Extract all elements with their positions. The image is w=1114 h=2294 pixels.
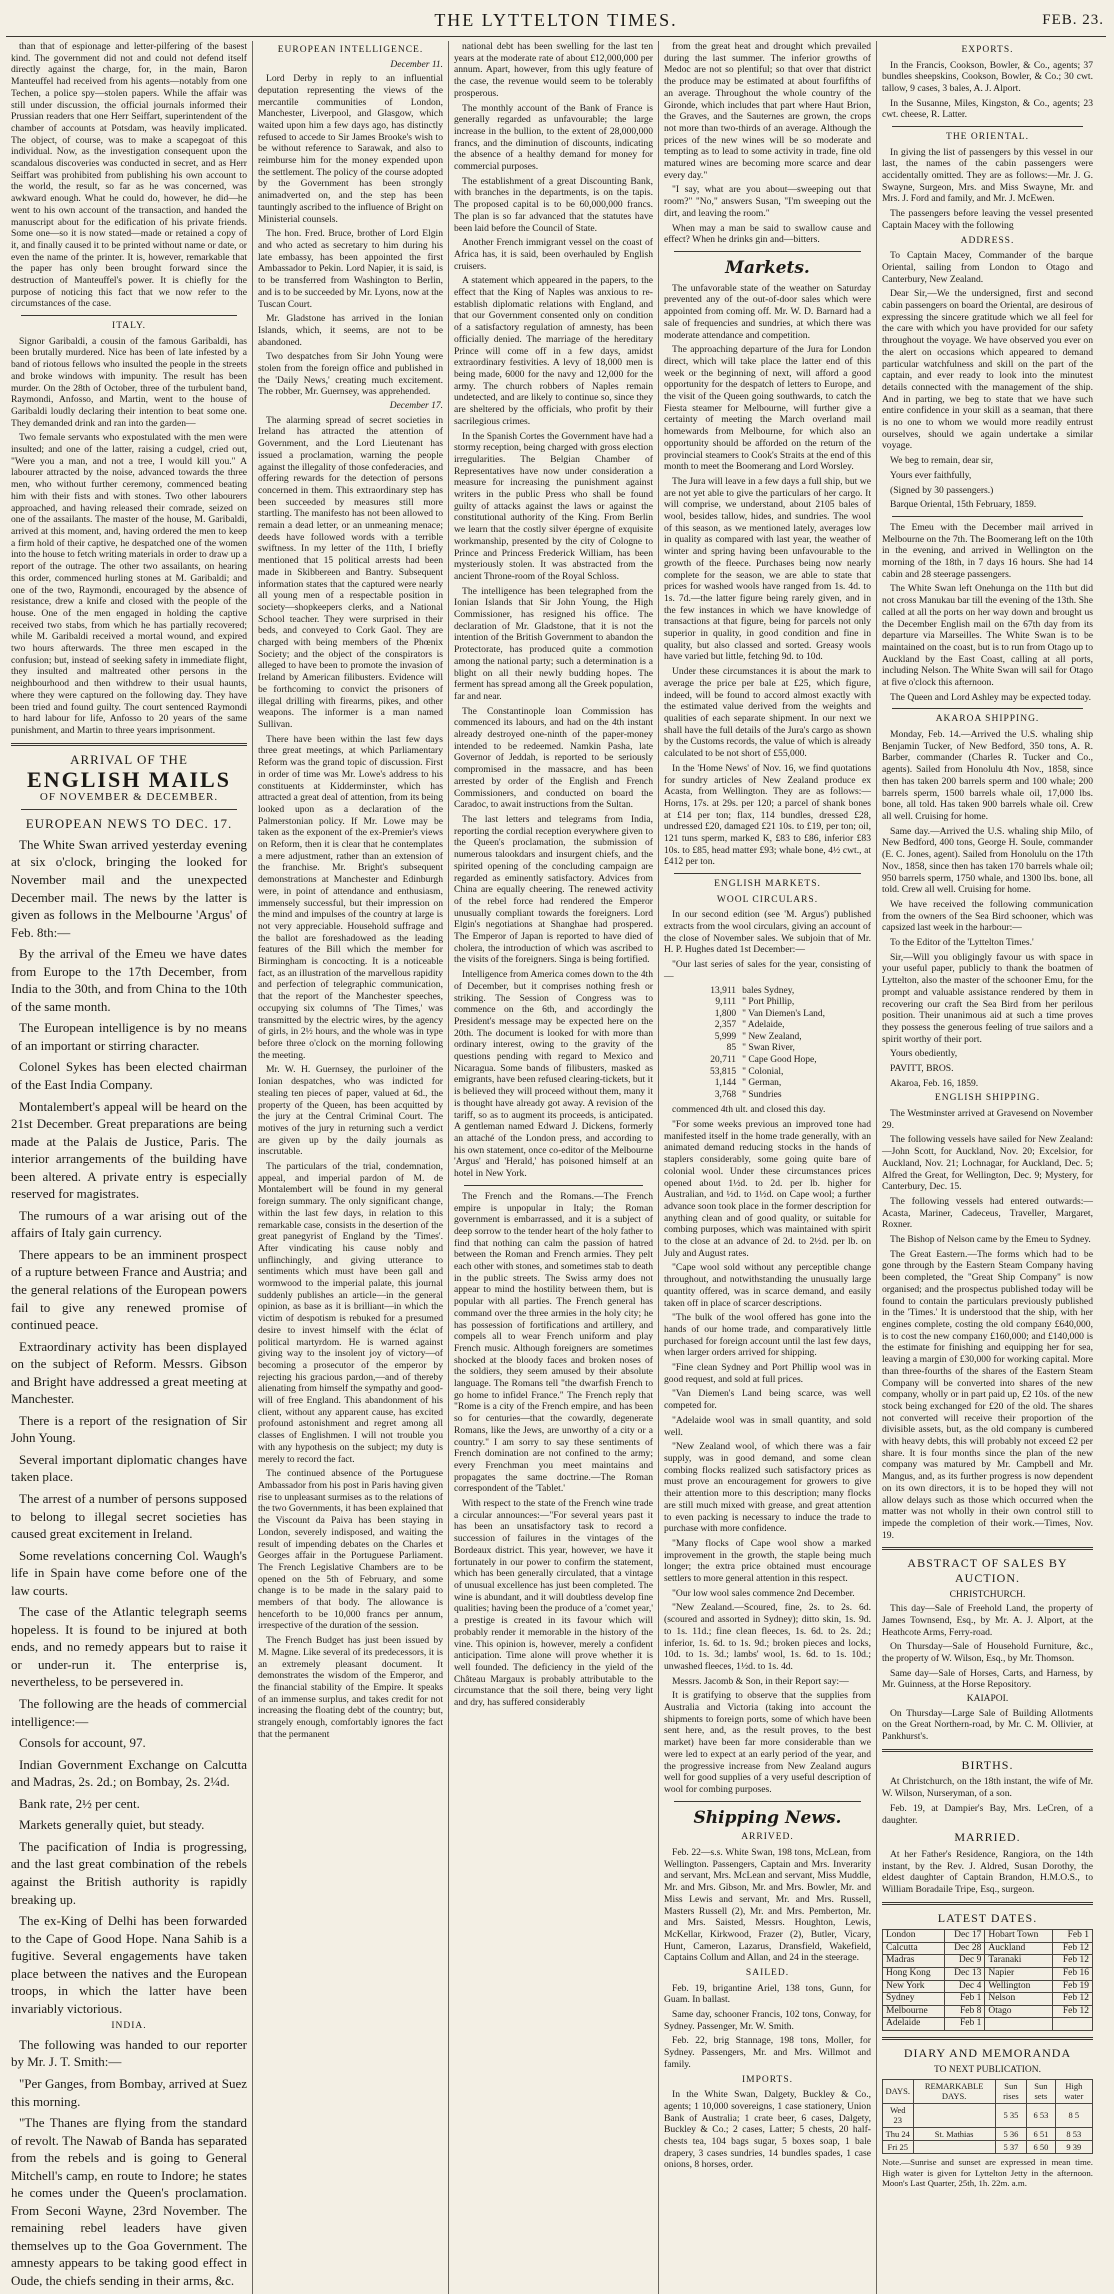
paragraph: To Captain Macey, Commander of the barque Oriental, sailing from London to Otago and Canterbury, New Zealand. xyxy=(882,250,1093,285)
diary-row xyxy=(883,2103,1093,2127)
wine-text: from the great heat and drought which prevailed during the last summer. The inferior growths of Medoc are not so plentiful; so that over that district the produce may be estimated at about fourfifths of an average. Throughout the whole country of the Gironde, which includes that part where Haut Brion, the Graves, and the Sauternes are grown, the crops not more than two-thirds of an average. Although the prices of the new wines will be so moderate and tempting as to lead to some activity in trade, fine old matured wines are becoming more scarce and dear every day." xyxy=(664,41,871,181)
paragraph: "The bulk of the wool offered has gone into the hands of our home trade, and comparatively little purchased for foreign account until the last few days, when larger orders arrived for shipping. xyxy=(664,1312,871,1359)
wool-row xyxy=(707,1032,828,1044)
paragraph: The hon. Fred. Bruce, brother of Lord Elgin and who acted as secretary to him during his late embassy, has been appointed the first Ambassador to Pekin. Lord Napier, it is said, is to be transferred from Washington to Berlin, and is to be succeeded by Mr. Lyons, now at the Tuscan Court. xyxy=(258,228,443,310)
paragraph: There appears to be an imminent prospect of a rupture between France and Austria; and the general relations of the European powers fail to give any renewed promise of continued peace. xyxy=(11,1246,247,1333)
wool-row xyxy=(707,1078,828,1090)
diary-row xyxy=(883,2127,1093,2140)
place-name xyxy=(985,2018,1053,2031)
latest-dates-row xyxy=(883,1980,1093,1993)
paragraph: In the 'Home News' of Nov. 16, we find quotations for sundry articles of New Zealand produce ex Acasta, from Wellington. They are as follows:—Horns, 17s. at 29s. per 120; a parcel of shank bones at £14 per ton; flax, 114 bundles, dressed £28, undressed £20, damaged £21 10s. to £19, per ton; oil, 121 tuns sperm, marked K, £83 to £86, inferior £83 10s. to £85, head matter £93; whale bone, 4½ cwt., at £412 per ton. xyxy=(664,762,871,868)
latest-dates-row xyxy=(883,1955,1093,1968)
column-3 xyxy=(449,41,659,2294)
wool-bales-count: 5,999 xyxy=(714,1031,737,1042)
paragraph: The last letters and telegrams from India, reporting the cordial reception everywhere given to the Queen's proclamation, the submission of numerous talookdars and insurgent chiefs, and the spirited opening of the concluding campaign are regarded as eminently satisfactory. Advices from China are equally cheering. The renewed activity of the rebel force had rendered the Emperor unusually compliant towards the foreigners. Lord Elgin's negotiations at Shanghae had prospered. The Emperor of Japan is reported to have died of cholera, the introduction of which was ascribed to the visits of the foreigners. Singa is being fortified. xyxy=(454,814,653,966)
diary-note: Note.—Sunrise and sunset are expressed in mean time. High water is given for Lyttelton Jetty in the afternoon. Moon's Last Quarter, 25th, 1h. 22m. a.m. xyxy=(882,2157,1093,2189)
place-name: Nelson xyxy=(985,1993,1053,2006)
wool-bales-count: 2,357 xyxy=(714,1020,737,1031)
date-value: Feb 1 xyxy=(944,1993,985,2006)
paragraph: Mr. W. H. Guernsey, the purloiner of the Ionian despatches, who was indicted for stealing ten pieces of paper, valued at 6d., the property of the Queen, has been acquitted by the jury at the Central Criminal Court. The motives of the jury in returning such a verdict are given up by the daily journals as inscrutable. xyxy=(258,1064,443,1158)
paragraph: Same day—Sale of Horses, Carts, and Harness, by Mr. Guinness, at the Horse Repository. xyxy=(882,1667,1093,1691)
latest-dates-row xyxy=(883,1942,1093,1955)
paragraph: Markets generally quiet, but steady. xyxy=(19,1817,205,1833)
wool-bales-count: 20,711 xyxy=(710,1054,737,1065)
place-name: London xyxy=(883,1930,945,1943)
divider xyxy=(882,1749,1093,1752)
wool-bales-count: 1,800 xyxy=(714,1008,737,1019)
emeu-text xyxy=(882,522,1093,704)
wool-bales-count: 1,144 xyxy=(714,1078,737,1089)
married-heading: MARRIED. xyxy=(954,1830,1021,1845)
paragraph: The continued absence of the Portuguese Ambassador from his post in Paris having given rise to unpleasant surmises as to the relations of the two Governments, it has been explained that the Viscount da Paiva has been staying in London, severely indisposed, and waiting the result of impending debates on the Charles et Georges affair in the Portuguese Parliament. The French Legislative Chambers are to be opened on the 5th of February, and some change is to be made in the salary paid to members of that body. The allowance is henceforth to be 10,000 francs per annum, irrespective of the duration of the session. xyxy=(258,1468,443,1632)
paragraph: "The Thanes are flying from the standard of revolt. The Nawab of Banda has separated from the rebels and is going to General Mitchell's camp, en route to Indore; he states he comes under the Queen's proclamation. From Seconi Wayne, 23rd November. The remaining rebel leaders have given themselves up to the Goa Government. The amnesty appears to be taking good effect in Oude, the chiefs sending in their arms, &c. xyxy=(11,2115,247,2289)
imports-heading: IMPORTS. xyxy=(742,2074,793,2085)
wool-origin: " Sundries xyxy=(742,1089,782,1100)
wool-origin: " Adelaide, xyxy=(742,1020,785,1031)
paragraph: (Signed by 30 passengers.) xyxy=(890,484,994,496)
wool-bales-count: 13,911 xyxy=(710,985,737,996)
french-romans-text xyxy=(454,1191,653,1709)
intelligence-text-a xyxy=(258,73,443,398)
paragraph: The ex-King of Delhi has been forwarded to the Cape of Good Hope. Nana Sahib is a fugitive. Several engagements have taken place between the natives and the European troops, in which the latter have been invariably victorious. xyxy=(11,1913,247,2016)
latest-dates-table xyxy=(882,1929,1093,2031)
sailed-text xyxy=(664,1983,871,2071)
paragraph: Monday, Feb. 14.—Arrived the U.S. whaling ship Benjamin Tucker, of New Bedford, 350 tons, A. R. Barber, commander (Charles R. Tucker and Co., agents). Sailed from Honolulu 4th Nov., 1858, since then has taken 200 barrels sperm and 100 whale; 200 barrels sperm, 1500 barrels whale oil, 17,000 lbs. bone, all told. Has taken 900 barrels whale oil. Crew all well. Cruising for home. xyxy=(882,729,1093,822)
paragraph: Feb. 19, brigantine Ariel, 138 tons, Gunn, for Guam. In ballast. xyxy=(664,1982,871,2006)
paragraph: The establishment of a great Discounting Bank, with branches in the departments, is on the tapis. The proposed capital is to be 60,000,000 francs. The plan is so far advanced that the statutes have been laid before the Council of State. xyxy=(454,175,653,234)
divider xyxy=(882,1547,1093,1550)
wool-bales-count: 53,815 xyxy=(709,1066,737,1077)
paragraph: Yours obediently, xyxy=(890,1048,958,1060)
diary-cell: St. Mathias xyxy=(913,2127,995,2140)
paragraph: Lord Derby in reply to an influential deputation representing the views of the mercantile communities of London, Manchester, Liverpool, and Glasgow, which waited upon him a few days ago, has distinctly refused to accede to Sir James Brooke's wish to be without reference to Sarawak, and also to reimburse him for the money expended upon the settlement. The policy of the course adopted by the Government has been strongly animadverted on, and the step has been tauntingly ascribed to the influence of Bright on Ministerial counsels. xyxy=(258,73,443,225)
wool-origin: " Port Phillip, xyxy=(742,997,795,1008)
latest-dates-row xyxy=(883,2018,1093,2031)
paragraph: It is gratifying to observe that the supplies from Australia and Victoria (taking into account the shipments to foreign ports, some of which have been sent here, and, as the result proves, to the best market) have been far more considerable than we were led to expect at an early period of the year, and the progressive increase from New Zealand augurs well for good supplies of a very useful description of wool for combing purposes. xyxy=(664,1690,871,1795)
births-heading: BIRTHS. xyxy=(961,1757,1014,1772)
divider xyxy=(21,809,237,810)
paragraph: The French and the Romans.—The French empire is unpopular in Italy; the Roman government is embarrassed, and it is a subject of deep sorrow to the tender heart of the holy father to find that nothing can calm the passion of hatred between the Roman and French armies. They pelt each other with stones, and sometimes stab to death in the public streets. The Swiss army does not appear to mind the hostility between them, but is popular with all parties. The French general has command over the three armies in the holy city; he has possession of fortifications and artillery, and compels all to wear French uniform and play French music. Although foreigners are sometimes shocked at the bloody faces and broken noses of the soldiers, they seem amused by their absolute language. The Romans tell "the dwarfish French to go home to infidel France." The French reply that "Rome is a city of the French empire, and has been so for centuries—that the cowardly, degenerate Romans, like the Jews, are unworthy of a city or a country." I am sorry to say these sentiments of French domination are not confined to the army; every Frenchman you meet maintains and propagates the same doctrine.—The Roman correspondent of the 'Tablet.' xyxy=(454,1190,653,1495)
paragraph: The White Swan left Onehunga on the 11th but did not cross Manukau bar till the evening of the 13th. She called at all the ports on her way down and brought us the December English mail on the 67th day from its departure via Marseilles. The White Swan is to be maintained on the coast, but is to run from Otago up to Auckland by the East Coast, calling at all ports, including Nelson. The White Swan will sail for Otago at five o'clock this afternoon. xyxy=(882,583,1093,689)
address-heading: ADDRESS. xyxy=(960,235,1015,246)
paragraph: The passengers before leaving the vessel presented Captain Macey with the following xyxy=(882,208,1093,231)
paragraph: The Constantinople loan Commission has commenced its labours, and had on the 4th instant already destroyed one-ninth of the paper-money intended to be redeemed. Namkin Pasha, late Governor of Jeddah, is reported to be seriously compromised in the massacre, and has been arrested by order of the English and French Commissioners, and conducted on board the Caradoc, to await instructions from the Sultan. xyxy=(454,705,653,811)
paragraph: There have been within the last few days three great meetings, at which Parliamentary Reform was the grand topic of discussion. First in order of time was Mr. Lowe's address to his constituents at Kidderminster, which has attracted a great deal of attention, from its being looked upon as a declaration of the Palmerstonian policy. If Mr. Lowe may be taken as the exponent of the ex-Premier's views on Reform, then it is clear that he contemplates a mere adjustment, rather than an extension of the franchise. Mr. Bright's subsequent demonstrations at Manchester and Edinburgh were, in point of attendance and enthusiasm, immensely successful, but their impression on the mind and impulses of the country at large is not very appreciable. Household suffrage and the ballot are foreshadowed as the leading features of the Bill which the member for Birmingham is concocting. It is a noticeable fact, as an illustration of the marvellous rapidity and perfection of telegraphic communication, that the report of the Manchester speeches, occupying six columns of 'The Times,' was transmitted by the electric wires, by the agency of girls, in 2½ hours, and the whole was in type before three o'clock on the morning following the meeting. xyxy=(258,733,443,1061)
diary-column-header: Sun sets xyxy=(1027,2080,1056,2104)
masthead xyxy=(6,6,1106,37)
date-value: Feb 8 xyxy=(944,2005,985,2018)
intro-text xyxy=(11,41,247,310)
paragraph: Mr. Gladstone has arrived in the Ionian Islands, which, it seems, are not to be abandoned. xyxy=(258,313,443,348)
paragraph: With respect to the state of the French wine trade a circular announces:—"For several years past it has been an unsatisfactory task to record a succession of failures in the vintages of the Bordeaux district. This year, however, we have it fortunately in our power to confirm the statement, which has been generally circulated, that a vintage of unusual excellence has just been completed. The wine is abundant, and it will doubtless develop fine qualities; having been the produce of a 'comet year,' a prestige is created in its favour which will probably render it memorable in the history of the vine. This opinion is, however, merely a confident anticipation. Time alone will prove whether it is well founded. The deficiency in the yield of the Château Margaux is probably attributable to the circumstance that the soil there, being very light and dry, has suffered considerably xyxy=(454,1498,653,1709)
place-name: Hong Kong xyxy=(883,1968,945,1981)
paragraph: "For some weeks previous an improved tone had manifested itself in the home trade generally, with an animated demand reducing stocks in the hands of staplers considerably, some going quite bare of colonial wool. Under these circumstances prices opened about 1½d. to 2d. per lb. higher for Australian, and ½d. to 1½d. on Cape wool; a further advance soon took place in the former description for anything clean and of good quality, or suitable for combing purposes, which was maintained with spirit to the close at an advance of 2d. to 2½d. per lb. on July and August rates. xyxy=(664,1119,871,1259)
akaroa-text xyxy=(882,729,1093,1089)
intelligence-continued xyxy=(454,41,653,1180)
arrived-text: Feb. 22—s.s. White Swan, 198 tons, McLean, from Wellington. Passengers, Captain and Mrs. Inverarity and servant, Mrs. McLean and servant, Miss Muddle, Mr. and Mrs. Gibson, Mr. and Mrs. Bowler, Mr. and Miss Lewis and servant, Mr. and Mrs. Russell, Masters Russell (2), Mr. and Mrs. Pemberton, Mr. and Mrs. Saisted, Messrs. Houghton, Lewis, McKellar, Kirkwood, Frazer (2), Butler, Vicary, Hunt, Cameron, Lazarus, Dransfield, Wakefield, Captains Collum and Allan, and 24 in the steerage. xyxy=(664,1846,871,1964)
wool-row xyxy=(707,1009,828,1021)
exports-heading: EXPORTS. xyxy=(961,45,1014,55)
divider xyxy=(11,743,247,746)
paragraph: The approaching departure of the Jura for London direct, which will take place the latter end of this week or the beginning of next, will afford a good opportunity for the despatch of letters to Europe, and the visit of the Queen going southwards, to catch the Fiesta steamer for Melbourne, will further give a certainty of meeting the March overland mail homewards from Melbourne, for which also an opportunity should be afforded on the return of the provincial steamers to Cook's Straits at the end of this month to meet the Boomerang and Lord Worsley. xyxy=(664,344,871,473)
paragraph: This day—Sale of Freehold Land, the property of James Townsend, Esq., by Mr. A. J. Alport, at the Heathcote Arms, Ferry-road. xyxy=(882,1603,1093,1638)
india-heading: INDIA. xyxy=(111,2021,147,2032)
english-shipping-heading: ENGLISH SHIPPING. xyxy=(934,1093,1041,1104)
paragraph: The Jura will leave in a few days a full ship, but we are not yet able to give the particulars of her cargo. It will comprise, we understand, about 2105 bales of wool, besides tallow, hides, and sundries. The wool of this season, as we mentioned lately, averages low in quality as compared with last year, the weather of winter and spring having been unfavourable to the growth of the fleece. Purchases being now nearly complete for the season, we are able to state that prices for washed wools have ranged from 1s. 4d. to 1s. 7d.—the latter figure being rarely given, and in the few instances in which we have knowledge of transactions at that figure, being for parcels not only superior in quality, in good condition and fine in quality, but also classed and sorted. Greasy wools have varied but little, fetching 9d. to 10d. xyxy=(664,475,871,663)
divider xyxy=(882,1902,1093,1905)
place-name: Calcutta xyxy=(883,1942,945,1955)
births-text xyxy=(882,1776,1093,1826)
english-shipping-text xyxy=(882,1108,1093,1541)
paragraph: Some revelations concerning Col. Waugh's life in Spain have come before one of the law courts. xyxy=(11,1547,247,1598)
divider xyxy=(882,2037,1093,2040)
diary-table xyxy=(882,2079,1093,2154)
intelligence-text-b xyxy=(258,415,443,1741)
place-name: Melbourne xyxy=(883,2005,945,2018)
paragraph: The arrest of a number of persons supposed to belong to illegal secret societies has caused great excitement in Ireland. xyxy=(11,1491,247,1542)
paragraph: Barque Oriental, 15th February, 1859. xyxy=(890,499,1037,511)
address-text xyxy=(882,250,1093,511)
paragraph: "Many flocks of Cape wool show a marked improvement in the growth, the staple being much longer; the extra price obtained must encourage settlers to more general attention in this respect. xyxy=(664,1537,871,1585)
paragraph: Yours ever faithfully, xyxy=(890,469,972,481)
sailed-heading: SAILED. xyxy=(745,1968,790,1979)
diary-cell xyxy=(913,2140,995,2153)
place-name: Adelaide xyxy=(883,2018,945,2031)
newspaper-title: THE LYTTELTON TIMES. xyxy=(434,10,678,30)
paragraph: Same day.—Arrived the U.S. whaling ship Milo, of New Bedford, 400 tons, George H. Soule, commander (E. C. Jones, agent). Sailed from Honolulu on the 17th Nov., 1858, since then has taken 170 barrels whale oil; 950 barrels sperm, 1750 whale, and 1300 lbs. bone, all told. Crew all well. Cruising for home. xyxy=(882,825,1093,896)
diary-cell: 6 51 xyxy=(1027,2127,1056,2140)
auction-heading: ABSTRACT OF SALES BY AUCTION. xyxy=(907,1556,1068,1585)
paragraph: The intelligence has been telegraphed from the Ionian Islands that Sir John Young, the High Commissioner, has resigned his office. The declaration of Mr. Gladstone, that it is not the intention of the British Government to abandon the Protectorate, has produced quite a commotion among the national party; such a determination is a blight on all their newly budding hopes. The ferment has spread among all the Greek population, far and near. xyxy=(454,585,653,702)
divider xyxy=(674,1801,861,1802)
paragraph: Bank rate, 2½ per cent. xyxy=(19,1795,140,1811)
kaiapoi-heading: KAIAPOI. xyxy=(966,1694,1009,1705)
paragraph: Several important diplomatic changes have taken place. xyxy=(11,1451,247,1485)
oriental-text xyxy=(882,147,1093,232)
paragraph: In the Francis, Cookson, Bowler, & Co., agents; 37 bundles sheepskins, Cookson, Bowler, & Co.; 30 cwt. tallow, 9 cases, 3 bales, A. J. Alport. xyxy=(882,59,1093,94)
auction-items xyxy=(882,1603,1093,1691)
paragraph: The Queen and Lord Ashley may be expected today. xyxy=(890,691,1092,703)
wool-bales-count: 3,768 xyxy=(714,1089,737,1100)
paragraph: than that of espionage and letter-pilfering of the basest kind. The government did not and could not defend itself directly against the charge, for, in the main, Baron Manteuffel had received from his agents—notably from one Techen, a police spy—stolen papers. While the affair was still under discussion, the official journals informed their Prussian readers that one Herr Seiffart, superintendent of the chamber of accounts at Potsdam, was heavily implicated. The object, of course, was to make a scapegoat of this individual. Now, as the investigation consequent upon the scandalous discoveries was conducted in secret, and as Herr Seiffart was prohibited from publishing his own account to the world, the result, so far as he was concerned, was awkward enough. What he could do, however, he did—he went to his own account of the transaction, and handed the manuscript about for the edification of his private friends. Some one—so it is now stated—made or retained a copy of it, and finally caused it to be printed without name or date, or even the name of the printer. It is, however, remarkable that the paper has only been brought forward since the destruction of Manteuffel's power. It is chiefly for the purpose of noticing this fact that we now refer to the circumstances of the case. xyxy=(11,41,247,310)
date-value: Feb 16 xyxy=(1053,1968,1093,1981)
paragraph: The monthly account of the Bank of France is generally regarded as unfavourable; the large increase in the bullion, to the extent of 28,000,000 francs, and the diminution of discounts, indicating the absence of a healthy demand for money for commercial purposes. xyxy=(454,102,653,173)
paragraph: The Bishop of Nelson came by the Emeu to Sydney. xyxy=(890,1234,1091,1246)
paragraph: "Van Diemen's Land being scarce, was well competed for. xyxy=(664,1388,871,1412)
divider xyxy=(892,516,1083,517)
column-5 xyxy=(877,41,1098,2294)
wool-row xyxy=(707,997,828,1009)
india-text xyxy=(11,2036,247,2290)
divider xyxy=(21,315,237,316)
paragraph: Signor Garibaldi, a cousin of the famous Garibaldi, has been brutally murdered. Nice has been of late infested by a band of riotous fellows who insulted the people in the streets and broke windows with impunity. The result has been murder. On the 28th of October, three of the turbulent band, Raymondi, Anfosso, and Martin, went to the house of Garibaldi loudly declaring their intention to beat some one. They demanded drink and ran into the garden— xyxy=(11,335,247,429)
paragraph: Two despatches from Sir John Young were stolen from the foreign office and published in the 'Daily News,' creating much excitement. The robber, Mr. Guernsey, was apprehended. xyxy=(258,351,443,398)
akaroa-shipping-heading: AKAROA SHIPPING. xyxy=(935,714,1040,725)
diary-cell: 8 53 xyxy=(1055,2127,1092,2140)
wool-origin: " Colonial, xyxy=(742,1066,784,1077)
european-intelligence-heading: EUROPEAN INTELLIGENCE. xyxy=(277,45,424,55)
imports-text: In the White Swan, Dalgety, Buckley & Co., agents; 1 10,000 sovereigns, 1 case stationery, Union Bank of Australia; 1 crate beer, 6 cases, Dalgety, Buckley & Co.; 2 cases, Latter; 5 chests, 20 half-chests tea, 104 bags sugar, 5 boxes soap, 1 bale drapery, 3 cases sundries, 14 bundles spades, 1 case onions, 8 horses, order. xyxy=(664,2089,871,2171)
diary-cell: 9 39 xyxy=(1055,2140,1092,2153)
shipping-news-heading: Shipping News. xyxy=(693,1807,842,1828)
issue-date: FEB. 23. xyxy=(1042,12,1104,28)
paragraph: A statement which appeared in the papers, to the effect that the King of Naples was anxious to re-establish diplomatic relations with England, and that our Government consented only on condition of a satisfactory regulation of amnesty, has been officially denied. The marriage of the hereditary Prince will come off in a few days, amidst extraordinary festivities. A levy of 18,000 men is being made, 6000 for the navy and 12,000 for the army. The church robbers of Naples remain undetected, and are likely to continue so, since they are sheltered by the officials, who profit by their sacrilegious crimes. xyxy=(454,275,653,427)
paragraph: There is a report of the resignation of Sir John Young. xyxy=(11,1412,247,1446)
paragraph: Sir,—Will you obligingly favour us with space in your useful paper, publicly to thank the boatmen of Lyttelton, also the master of the schooner Emu, for the prompt and valuable assistance rendered by them in recovering our craft the Sea Bird from her perilous position. Their unanimous aid at such a time proves they possess the generous feeling of true sailors and a spirit worthy of their port. xyxy=(882,951,1093,1045)
place-name: Otago xyxy=(985,2005,1053,2018)
wool-intro-2: "Our last series of sales for the year, consisting of— xyxy=(664,959,871,982)
date-value: Feb 12 xyxy=(1053,1942,1093,1955)
paragraph: "Per Ganges, from Bombay, arrived at Suez this morning. xyxy=(11,2076,247,2109)
paragraph: On Thursday—Sale of Household Furniture, &c., the property of W. Wilson, Esq., by Mr. Thomson. xyxy=(882,1641,1093,1664)
paragraph: The Westminster arrived at Gravesend on November 29. xyxy=(882,1108,1093,1131)
diary-cell: Wed 23 xyxy=(883,2103,914,2127)
paragraph: The particulars of the trial, condemnation, appeal, and imperial pardon of M. de Montalembert will be found in my general foreign summary. The only significant change, within the last few days, in relation to this remarkable case, consists in the desertion of the great panegyrist of England by the 'Times'. After vindicating his cause nobly and unflinchingly, and giving utterance to sentiments which must have been gall and wormwood to the imperial palate, this journal suddenly publishes an article—in the general opinion, as base as it is brilliant—in which the victim of despotism is rebuked for a presumed desire to invest himself with the éclat of political martyrdom. He is warned against giving way to the insolent joy of victory—of becoming a prosecutor of the emperor by rejecting his gracious pardon,—and of thereby alienating from himself the sympathy and good-will of free England. This abandonment of his client, without any apparent cause, has excited profound astonishment and regret among all classes of Englishmen. I will not trouble you with any hypothesis on the subject; my duty is merely to record the fact. xyxy=(258,1161,443,1465)
date-value: Dec 4 xyxy=(944,1980,985,1993)
paragraph: Same day, schooner Francis, 102 tons, Conway, for Sydney. Passenger, Mr. W. Smith. xyxy=(664,2009,871,2032)
wool-origin: " New Zealand, xyxy=(742,1031,802,1042)
columns xyxy=(6,41,1106,2289)
paragraph: Intelligence from America comes down to the 4th of December, but it comprises nothing fresh or striking. The Session of Congress was to commence on the 6th, and accordingly the President's message may be expected here on the 20th. The document is looked for with more than ordinary interest, owing to the gravity of the questions pending with regard to Mexico and Nicaragua. Some bands of filibusters, masked as emigrants, have been refused clearing-tickets, but it is believed they will proceed without them, many it is thought have already got away. A revision of the tariff, so as to augment its proceeds, is anticipated. A gentleman named Edward J. Dickens, formerly an attaché of the London press, and according to his own statement, once co-editor of the Melbourne 'Argus' and 'Herald,' has poisoned himself at an hotel in New York. xyxy=(454,969,653,1180)
markets-text xyxy=(664,283,871,868)
arrival-line3: OF NOVEMBER & DECEMBER. xyxy=(39,790,219,803)
date-value: Feb 12 xyxy=(1053,1955,1093,1968)
diary-cell: 5 37 xyxy=(995,2140,1026,2153)
paragraph: Messrs. Jacomb & Son, in their Report say:— xyxy=(672,1675,849,1687)
column-1 xyxy=(6,41,253,2294)
diary-cell: 5 36 xyxy=(995,2127,1026,2140)
paragraph: The following are the heads of commercial intelligence:— xyxy=(11,1696,247,1729)
paragraph: The case of the Atlantic telegraph seems hopeless. It is found to be injured at both ends, and no remedy appears but to raise it or under-run it. The enterprise is, nevertheless, to be persevered in. xyxy=(11,1604,247,1690)
wool-bales-table xyxy=(664,986,871,1102)
paragraph: The unfavorable state of the weather on Saturday prevented any of the out-of-door sales which were appointed from coming off. Mr. W. D. Barnard had a sale of frequencies and sundries, at which there was moderate attendance and competition. xyxy=(664,282,871,341)
wool-row xyxy=(707,1020,828,1032)
latest-dates-row xyxy=(883,1968,1093,1981)
diary-cell: 5 35 xyxy=(995,2103,1026,2127)
date-value: Feb 19 xyxy=(1053,1980,1093,1993)
place-name: Taranaki xyxy=(985,1955,1053,1968)
latest-dates-row xyxy=(883,1930,1093,1943)
wool-report-text xyxy=(664,1119,871,1796)
divider xyxy=(674,873,861,874)
arrived-heading: ARRIVED. xyxy=(741,1832,794,1843)
place-name: Auckland xyxy=(985,1942,1053,1955)
place-name: Sydney xyxy=(883,1993,945,2006)
diary-column-header: High water xyxy=(1055,2080,1092,2104)
paragraph: "New Zealand wool, of which there was a fair supply, was in good demand, and some clean combing flocks realized such satisfactory prices as must prove an encouragement for growers to give their attention more to this description; many flocks are still much mixed with grease, and great attention to even packing is necessary to induce the trade to purchase with more confidence. xyxy=(664,1441,871,1535)
paragraph: "Cape wool sold without any perceptible change throughout, and notwithstanding the unusually large quantity offered, was in scarce demand, and easily taken off in place of scarcer descriptions. xyxy=(664,1262,871,1309)
paragraph: Akaroa, Feb. 16, 1859. xyxy=(890,1077,979,1089)
paragraph: The Great Eastern.—The forms which had to be gone through by the Eastern Steam Company having been completed, the "Great Ship Company" is now organised; and the prospectus published today will be found to contain the particulars previously published in the 'Times.' It is understood that the ship, with her engines complete, costing the old company £640,000, is to cost the new company £160,000; and £140,000 is the estimate for finishing and equipping her for sea, leaving a margin of £30,000 for working capital. More than three-fourths of the shares of the Eastern Steam Company will be converted into shares of the new company, wholly or in part paid up, £2 10s. of the new stock being exchanged for £20 of the old. The shares not converted will receive their proportion of the divisible assets, but, as the old company is cumbered with heavy debts, this will probably not exceed £2 per share. It is four months since the plan of the new company was matured by Mr. Campbell and Mr. Mangus, and, as its further progress is now dependent on its own directors, it is to be hoped they will not allow delays such as those which occurred when the matter was not wholly in their own control still to impede the completion of their work.—Times, Nov. 19. xyxy=(882,1248,1093,1541)
divider xyxy=(464,1185,643,1186)
paragraph: "Fine clean Sydney and Port Phillip wool was in good request, and sold at full prices. xyxy=(664,1362,871,1385)
date-value: Feb 12 xyxy=(1053,1993,1093,2006)
divider xyxy=(892,708,1083,709)
column-4 xyxy=(659,41,877,2294)
paragraph: Consols for account, 97. xyxy=(19,1735,146,1751)
date-value: Feb 12 xyxy=(1053,2005,1093,2018)
paragraph: By the arrival of the Emeu we have dates from Europe to the 17th December, from India to the 30th, and from China to the 10th of the same month. xyxy=(11,946,247,1014)
date-value: Dec 28 xyxy=(944,1942,985,1955)
mail-arrival-heading xyxy=(11,752,247,832)
dateline: December 11. xyxy=(390,59,443,70)
place-name: Hobart Town xyxy=(985,1930,1053,1943)
place-name: Wellington xyxy=(985,1980,1053,1993)
wool-origin: " Van Diemen's Land, xyxy=(742,1008,826,1019)
diary-column-header: Sun rises xyxy=(995,2080,1026,2104)
paragraph: Dear Sir,—We the undersigned, first and second cabin passengers on board the Oriental, are desirous of expressing the sincere gratitude which we all feel for the care with which you have provided for our safety throughout the voyage. We have observed you ever on the alert on occasions which appeared to demand particular watchfulness and skill on the part of the captain, and ever ready to look into the minutest details connected with the management of the ship. And in parting, we beg to state that we have such entire confidence in your skill as a seaman, that there is no one to whom we would more readily entrust ourselves, should we again undertake a similar voyage. xyxy=(882,288,1093,452)
paragraph: Montalembert's appeal will be heard on the 21st December. Great preparations are being made at the Palais de Justice, Paris. The interior arrangements of the building have been altered. A private entry is especially reserved for magistrates. xyxy=(11,1098,247,1202)
diary-cell: Fri 25 xyxy=(883,2140,914,2153)
place-name: New York xyxy=(883,1980,945,1993)
wool-circulars-heading: WOOL CIRCULARS. xyxy=(716,894,819,905)
kaiapoi-text: On Thursday—Large Sale of Building Allotments on the Great Northern-road, by Mr. C. M. Ollivier, at Pankhurst's. xyxy=(882,1707,1093,1743)
paragraph: When may a man be said to swallow cause and effect? When he drinks gin and—bitters. xyxy=(664,222,871,246)
diary-cell: 8 5 xyxy=(1055,2103,1092,2127)
diary-row xyxy=(883,2140,1093,2153)
paragraph: "New Zealand.—Scoured, fine, 2s. to 2s. 6d. (scoured and assorted in Sydney); ditto skin, 1s. 9d. to 1s. 11d.; fine clean fleeces, 1s. 6d. to 2s. 2d.; inferior, 1s. 6d. to 1s. 9d.; broken pieces and locks, 10d. to 1s. 3d.; lambs' wool, 1s. 6d. to 1s. 10d.; unwashed fleeces, 1½d. to 1s. 4d. xyxy=(664,1602,871,1672)
married-text: At her Father's Residence, Rangiora, on the 14th instant, by the Rev. J. Aldred, Susan Dorothy, the eldest daughter of Captain Brandon, H.M.O.S., to William Boradaile Tripe, Esq., surgeon. xyxy=(882,1848,1093,1895)
place-name: Madras xyxy=(883,1955,945,1968)
arrival-line1: ARRIVAL OF THE xyxy=(70,751,188,767)
date-value: Feb 1 xyxy=(1053,1930,1093,1943)
divider xyxy=(674,251,861,252)
wool-bales-count: 85 xyxy=(726,1043,737,1054)
wool-row xyxy=(707,1090,828,1102)
paragraph: Under these circumstances it is about the mark to average the price per bale at £25, which figure, indeed, will be found to accord almost exactly with the estimated value derived from the weights and qualities of each separate shipment. In our next we shall have the full details of the Jura's cargo as shown by the Customs records, the value of which is already calculated to be not short of £55,000. xyxy=(664,666,871,760)
diary-column-header: REMARKABLE DAYS. xyxy=(913,2080,995,2104)
paragraph: The rumours of a war arising out of the affairs of Italy gain currency. xyxy=(11,1207,247,1241)
wool-intro: In our second edition (see 'M. Argus') published extracts from the wool circulars, giving an account of the close of November sales. We subjoin that of Mr. H. P. Hughes dated 1st December:— xyxy=(664,909,871,956)
paragraph: Feb. 22, brig Stannage, 198 tons, Moller, for Sydney. Passengers, Mr. and Mrs. Willmot and family. xyxy=(664,2035,871,2070)
arrival-line2: ENGLISH MAILS xyxy=(27,766,231,792)
date-value xyxy=(1053,2018,1093,2031)
paragraph: Another French immigrant vessel on the coast of Africa has, it is said, been overhauled by English cruisers. xyxy=(454,237,653,272)
wool-row xyxy=(707,986,828,998)
paragraph: The following was handed to our reporter by Mr. J. T. Smith:— xyxy=(11,2036,247,2070)
paragraph: national debt has been swelling for the last ten years at the moderate rate of about £12,000,000 per annum. Apart, however, from this ugly feature of the case, the revenue would seem to be tolerably prosperous. xyxy=(454,41,653,99)
paragraph: "Adelaide wool was in small quantity, and sold well. xyxy=(664,1414,871,1438)
latest-dates-row xyxy=(883,2005,1093,2018)
paragraph: In the Susanne, Miles, Kingston, & Co., agents; 23 cwt. cheese, R. Latter. xyxy=(882,97,1093,121)
wool-row xyxy=(707,1067,828,1079)
paragraph: The French Budget has just been issued by M. Magne. Like several of its predecessors, it is an extremely pleasant document. It demonstrates the wisdom of the Emperor, and the financial stability of the Empire. It speaks of an immense surplus, and takes credit for not increasing the floating debt of the country; but, strangely enough, comfortably ignores the fact that the permanent xyxy=(258,1635,443,1740)
paragraph: The Emeu with the December mail arrived in Melbourne on the 7th. The Boomerang left on the 10th in the evening, and arrived in Wellington on the morning of the 18th, in 7 days 16 hours. She had 14 cabin and 28 steerage passengers. xyxy=(882,521,1093,580)
diary-cell xyxy=(913,2103,995,2127)
place-name: Napier xyxy=(985,1968,1053,1981)
column-2 xyxy=(253,41,449,2294)
paragraph: The following vessels had entered outwards:—Acasta, Mariner, Cadeceus, Traveller, Margaret, Roxner. xyxy=(882,1195,1093,1231)
italy-text xyxy=(11,336,247,737)
date-value: Dec 17 xyxy=(944,1930,985,1943)
paragraph: Indian Government Exchange on Calcutta and Madras, 2s. 2d.; on Bombay, 2s. 2¼d. xyxy=(11,1756,247,1790)
wool-origin: " German, xyxy=(742,1078,782,1089)
markets-heading: Markets. xyxy=(725,257,810,278)
paragraph: The European intelligence is by no means of an important or stirring character. xyxy=(11,1020,247,1053)
paragraph: The alarming spread of secret societies in Ireland has attracted the attention of Government, and the Lord Lieutenant has issued a proclamation, warning the people against the illegality of those confederacies, and offering rewards for the detection of persons concerned in them. This extraordinary step has been succeeded by measures still more startling. The manifesto has not been allowed to remain a dead letter, or an unmeaning menace; deeds have followed words with a terrible swiftness. In my letter of the 11th, I briefly mentioned that 15 political arrests had been made in Skibbereen and Bantry. Subsequent information states that the captured were nearly all young men of a respectable position in society—shopkeepers clerks, and a National School teacher. They were surprised in their beds, and conveyed to Cork Gaol. They are charged with being members of the Phœnix Society; and the object of the conspirators is alleged to have been to promote the invasion of Ireland by American filibusters. Evidence will be forthcoming to convict the prisoners of illegal drilling with firearms, pikes, and other weapons. The informer is a man named Sullivan. xyxy=(258,414,443,730)
arrival-line4: EUROPEAN NEWS TO DEC. 17. xyxy=(25,816,233,832)
wool-origin: " Swan River, xyxy=(742,1043,795,1054)
european-news-text xyxy=(11,836,247,2017)
paragraph: At Christchurch, on the 18th instant, the wife of Mr. W. Wilson, Nurseryman, of a son. xyxy=(882,1776,1093,1800)
oriental-heading: THE ORIENTAL. xyxy=(946,132,1029,143)
paragraph: In giving the list of passengers by this vessel in our last, the names of the cabin passengers were accidentally omitted. They are as follows:—Mr. J. G. Swayne, Surgeon, Mrs. and Miss Swayne, Mr. and Mrs. J. Ford and family, and Mr. J. McEwen. xyxy=(882,146,1093,205)
paragraph: "I say, what are you about—sweeping out that room?" "No," answers Susan, "I'm sweeping out the dirt, and leaving the room." xyxy=(664,184,871,219)
jokes xyxy=(664,184,871,246)
paragraph: The White Swan arrived yesterday evening at six o'clock, bringing the looked for November mail and the unexpected December mail. The news by the latter is given as follows in the Melbourne 'Argus' of Feb. 8th:— xyxy=(11,836,247,940)
latest-dates-row xyxy=(883,1993,1093,2006)
diary-cell: Thu 24 xyxy=(883,2127,914,2140)
christchurch-heading: CHRISTCHURCH. xyxy=(949,1589,1026,1600)
english-markets-heading: ENGLISH MARKETS. xyxy=(714,879,821,890)
wool-bales-count: 9,111 xyxy=(715,997,737,1008)
exports-text xyxy=(882,60,1093,122)
paragraph: Extraordinary activity has been displayed on the subject of Reform. Messrs. Gibson and Bright have addressed a great meeting at Manchester. xyxy=(11,1338,247,1407)
paragraph: We have received the following communication from the owners of the Sea Bird schooner, which was capsized last week in the harbour:— xyxy=(882,898,1093,934)
paragraph: The pacification of India is progressing, and the last great combination of the rebels against the British authority is rapidly breaking up. xyxy=(11,1838,247,1907)
diary-heading: DIARY AND MEMORANDA xyxy=(903,2045,1072,2060)
diary-subheading: TO NEXT PUBLICATION. xyxy=(933,2064,1042,2075)
wool-after: commenced 4th ult. and closed this day. xyxy=(672,1104,826,1116)
date-value: Dec 9 xyxy=(944,1955,985,1968)
paragraph: The following vessels have sailed for New Zealand:—John Scott, for Auckland, Nov. 20; Excelsior, for Auckland, Nov. 21; Lochnagar, for Auckland, Dec. 5; Alfred the Great, for Wellington, Dec. 9; Mystery, for Canterbury, Dec. 15. xyxy=(882,1134,1093,1193)
wool-row xyxy=(707,1043,828,1055)
wool-origin: " Cape Good Hope, xyxy=(742,1054,817,1065)
paragraph: Feb. 19, at Dampier's Bay, Mrs. LeCren, of a daughter. xyxy=(882,1802,1093,1826)
latest-dates-heading: LATEST DATES. xyxy=(937,1910,1038,1925)
diary-cell: 6 53 xyxy=(1027,2103,1056,2127)
divider xyxy=(892,126,1083,127)
wool-origin: bales Sydney, xyxy=(742,985,795,996)
diary-column-header: DAYS. xyxy=(883,2080,914,2104)
date-value: Feb 1 xyxy=(944,2018,985,2031)
paragraph: Two female servants who expostulated with the men were insulted; and one of the latter, raising a cudgel, cried out, "Were you a man, and not a tree, I would kill you." A labourer attracted by the noise, advanced towards the three men, who without further ceremony, commenced beating him with their fists and with stones. Two other labourers approached, and having released their comrade, seized on one of the assailants. The master of the house, M. Garibaldi, arrived at this moment, and, having ordered the men to keep a firm hold of their captive, he despatched one of the women into the house to fetch writing materials in order to draw up a report of the outrage. The other two assailants, on hearing this order, commenced hurling stones at M. Garibaldi; and one of the two, Raymondi, encouraged by the absence of resistance, drew a knife and closed with the people of the house. One of the men engaged in holding the captive received two stabs, from which he has partially recovered; while M. Garibaldi received a mortal wound, and expired two hours afterwards. The three men escaped in the confusion; but, instead of seeking safety in immediate flight, they insulted and maltreated other persons in the neighbourhood and then withdrew to their usual haunts, where they were captured on the following day. They have been tried and found guilty. The court sentenced Raymondi to hard labour for life, Anfosso to 20 years of the same punishment, and Martin to three years imprisonment. xyxy=(11,432,247,736)
diary-cell: 6 50 xyxy=(1027,2140,1056,2153)
italy-heading: ITALY. xyxy=(112,321,146,332)
paragraph: We beg to remain, dear sir, xyxy=(890,455,994,467)
paragraph: PAVITT, BROS. xyxy=(890,1063,954,1075)
paragraph: "Our low wool sales commence 2nd December. xyxy=(672,1587,855,1599)
date-value: Dec 13 xyxy=(944,1968,985,1981)
paragraph: Colonel Sykes has been elected chairman of the East India Company. xyxy=(11,1059,247,1092)
dateline: December 17. xyxy=(389,401,443,412)
wool-row xyxy=(707,1055,828,1067)
paragraph: In the Spanish Cortes the Government have had a stormy reception, being charged with gross election irregularities. The Belgian Chamber of Representatives have now under consideration a measure for increasing the punishment against writers in the public Press who shall be found guilty of attacks against the laws or against the constitutional authority of the King. From Berlin we learn that the costly silver épergne of exquisite workmanship, presented by the city of Cologne to Prince and Princess Frederick William, has been mysteriously stolen. It was abstracted from the ancient Throne-room of the Royal Schloss. xyxy=(454,430,653,582)
paragraph: To the Editor of the 'Lyttelton Times.' xyxy=(890,937,1034,949)
